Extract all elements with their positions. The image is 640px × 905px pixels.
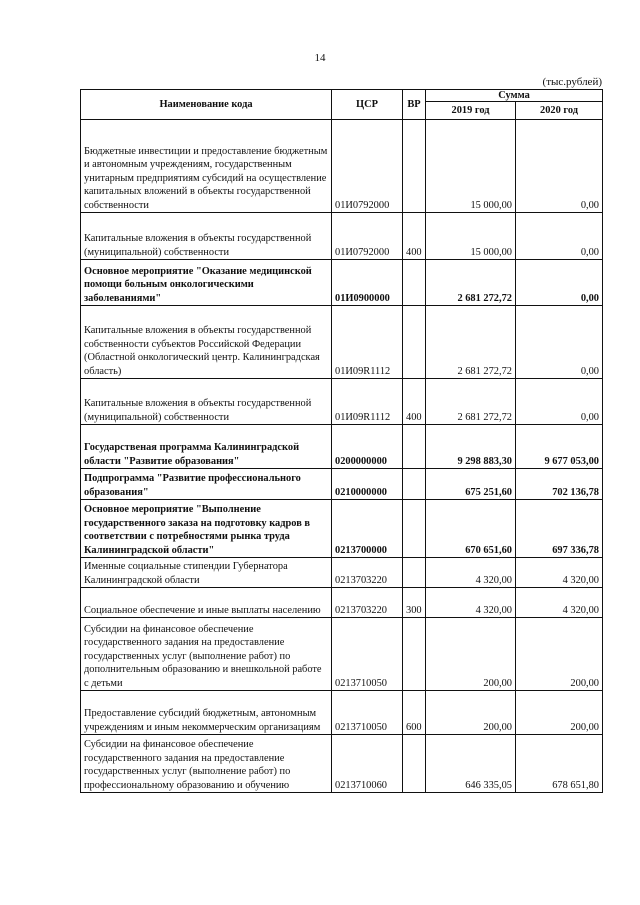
row-2020: 4 320,00 [516, 558, 603, 588]
row-2019: 2 681 272,72 [426, 306, 516, 379]
row-vr: 600 [403, 691, 426, 735]
row-csr: 0210000000 [332, 469, 403, 500]
row-vr [403, 260, 426, 306]
row-vr: 400 [403, 213, 426, 260]
table-row [81, 306, 603, 379]
row-name: Бюджетные инвестиции и предоставление бюджетным и автономным учреждениям, государственным унитарным предприятиям субсидий на осуществление капитальных вложений в объекты государственной собственности [81, 120, 332, 213]
header-year-2019: 2019 год [426, 102, 516, 120]
row-csr: 01И0792000 [332, 120, 403, 213]
table-row [81, 120, 603, 213]
row-2020: 9 677 053,00 [516, 425, 603, 469]
row-2019: 670 651,60 [426, 500, 516, 558]
table-row [81, 500, 603, 558]
table-row [81, 425, 603, 469]
row-name: Капитальные вложения в объекты государственной собственности субъектов Российской Федерации (Областной онкологический центр. Калининградская область) [81, 306, 332, 379]
table-row [81, 213, 603, 260]
table-row [81, 379, 603, 425]
row-2020: 697 336,78 [516, 500, 603, 558]
row-2019: 675 251,60 [426, 469, 516, 500]
row-2019: 2 681 272,72 [426, 379, 516, 425]
row-vr [403, 120, 426, 213]
row-2019: 200,00 [426, 691, 516, 735]
row-vr [403, 558, 426, 588]
row-vr [403, 425, 426, 469]
table-row [81, 469, 603, 500]
row-2020: 0,00 [516, 306, 603, 379]
row-csr: 0213710060 [332, 735, 403, 793]
header-name: Наименование кода [81, 90, 332, 120]
row-2019: 9 298 883,30 [426, 425, 516, 469]
row-csr: 0213710050 [332, 691, 403, 735]
row-2019: 15 000,00 [426, 213, 516, 260]
table-row [81, 558, 603, 588]
row-2019: 4 320,00 [426, 588, 516, 618]
row-csr: 0213700000 [332, 500, 403, 558]
table-row [81, 691, 603, 735]
row-2020: 0,00 [516, 213, 603, 260]
row-2020: 200,00 [516, 691, 603, 735]
row-2019: 4 320,00 [426, 558, 516, 588]
table-body [81, 120, 603, 793]
row-2020: 702 136,78 [516, 469, 603, 500]
row-name: Основное мероприятие "Выполнение государственного заказа на подготовку кадров в соответствии с потребностями рынка труда Калининградской области" [81, 500, 332, 558]
row-csr: 01И0792000 [332, 213, 403, 260]
row-csr: 0213703220 [332, 588, 403, 618]
row-vr [403, 500, 426, 558]
row-csr: 01И09R1112 [332, 306, 403, 379]
page-number: 14 [314, 52, 326, 64]
row-vr [403, 735, 426, 793]
row-name: Субсидии на финансовое обеспечение государственного задания на предоставление государственных услуг (выполнение работ) по профессиональному образованию и обучению [81, 735, 332, 793]
row-csr: 01И09R1112 [332, 379, 403, 425]
table-row [81, 618, 603, 691]
row-2019: 646 335,05 [426, 735, 516, 793]
table-row [81, 735, 603, 793]
row-2020: 0,00 [516, 260, 603, 306]
row-csr: 01И0900000 [332, 260, 403, 306]
row-2020: 0,00 [516, 120, 603, 213]
row-2019: 200,00 [426, 618, 516, 691]
row-2020: 678 651,80 [516, 735, 603, 793]
row-vr: 400 [403, 379, 426, 425]
row-name: Капитальные вложения в объекты государственной (муниципальной) собственности [81, 213, 332, 260]
row-csr: 0213703220 [332, 558, 403, 588]
row-name: Государственая программа Калининградской области "Развитие образования" [81, 425, 332, 469]
row-name: Капитальные вложения в объекты государственной (муниципальной) собственности [81, 379, 332, 425]
row-name: Субсидии на финансовое обеспечение государственного задания на предоставление государственных услуг (выполнение работ) по дополнительным образованию и внешкольной работе с детьми [81, 618, 332, 691]
row-name: Подпрограмма "Развитие профессионального образования" [81, 469, 332, 500]
units-label: (тыс.рублей) [542, 76, 602, 88]
header-vr: ВР [403, 90, 426, 120]
row-vr: 300 [403, 588, 426, 618]
header-year-2020: 2020 год [516, 102, 603, 120]
row-2020: 200,00 [516, 618, 603, 691]
row-2019: 2 681 272,72 [426, 260, 516, 306]
row-name: Социальное обеспечение и иные выплаты населению [81, 588, 332, 618]
row-vr [403, 618, 426, 691]
row-vr [403, 306, 426, 379]
table-row [81, 588, 603, 618]
header-csr: ЦСР [332, 90, 403, 120]
row-csr: 0213710050 [332, 618, 403, 691]
table-row [81, 260, 603, 306]
row-2019: 15 000,00 [426, 120, 516, 213]
row-2020: 4 320,00 [516, 588, 603, 618]
row-name: Именные социальные стипендии Губернатора Калининградской области [81, 558, 332, 588]
row-name: Основное мероприятие "Оказание медицинской помощи больным онкологическими заболеваниями" [81, 260, 332, 306]
budget-table [80, 89, 603, 793]
row-csr: 0200000000 [332, 425, 403, 469]
row-name: Предоставление субсидий бюджетным, автономным учреждениям и иным некоммерческим организациям [81, 691, 332, 735]
header-sum: Сумма [426, 90, 603, 102]
row-2020: 0,00 [516, 379, 603, 425]
row-vr [403, 469, 426, 500]
